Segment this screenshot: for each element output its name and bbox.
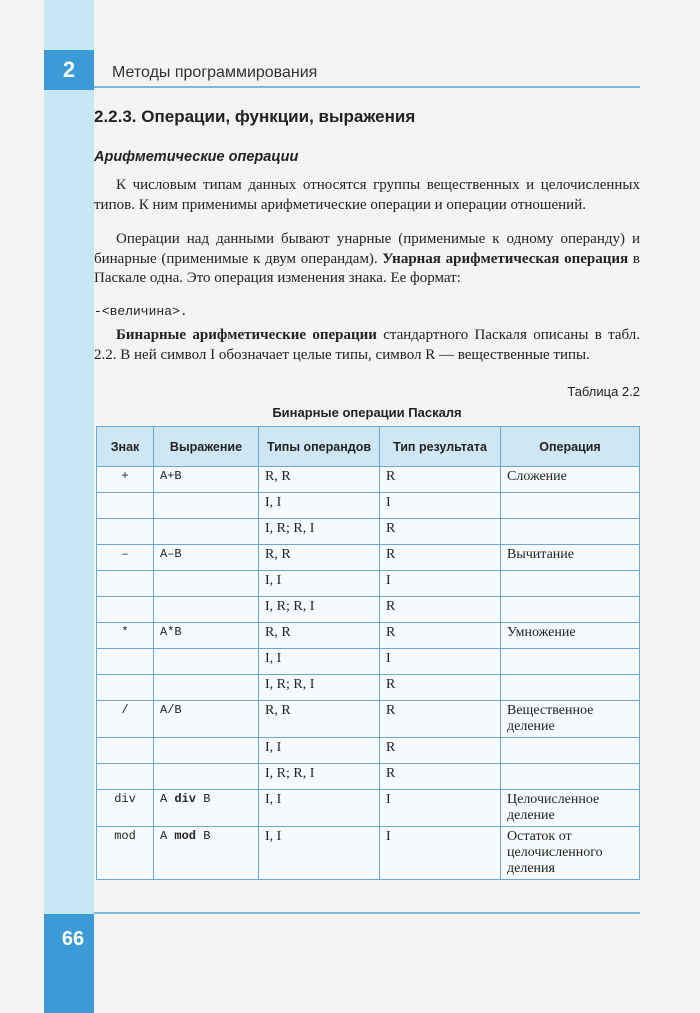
subsection-title: Арифметические операции [94, 149, 299, 165]
cell-operand-types: I, I [259, 790, 380, 827]
cell-expression [154, 738, 259, 764]
cell-znak: div [97, 790, 154, 827]
cell-znak: + [97, 467, 154, 493]
cell-operand-types: I, I [259, 827, 380, 880]
cell-result-type: I [380, 571, 501, 597]
table-row [97, 764, 640, 790]
cell-expression [154, 764, 259, 790]
paragraph-2 [94, 230, 640, 289]
cell-operand-types: I, R; R, I [259, 597, 380, 623]
expr-operand-b: B [196, 829, 211, 843]
cell-operand-types: R, R [259, 701, 380, 738]
cell-operation: Сложение [501, 467, 640, 493]
cell-operand-types: I, I [259, 571, 380, 597]
cell-result-type: I [380, 649, 501, 675]
cell-operand-types: R, R [259, 545, 380, 571]
cell-operation: Вычитание [501, 545, 640, 571]
cell-operand-types: R, R [259, 623, 380, 649]
cell-expression: A+B [154, 467, 259, 493]
cell-result-type: R [380, 519, 501, 545]
cell-expression [154, 519, 259, 545]
cell-operation [501, 738, 640, 764]
cell-expression [154, 790, 259, 827]
cell-znak [97, 493, 154, 519]
paragraph-2-term: Унарная арифметическая операция [382, 250, 629, 267]
expr-keyword: div [174, 792, 197, 806]
header-operation: Операция [501, 427, 640, 467]
cell-expression [154, 571, 259, 597]
table-header-row [97, 427, 640, 467]
cell-result-type: I [380, 827, 501, 880]
cell-result-type: R [380, 597, 501, 623]
paragraph-1 [94, 176, 640, 215]
cell-result-type: R [380, 764, 501, 790]
cell-operation [501, 493, 640, 519]
cell-operand-types: R, R [259, 467, 380, 493]
cell-result-type: R [380, 467, 501, 493]
cell-operand-types: I, R; R, I [259, 764, 380, 790]
paragraph-2-text-b: в Паскале одна. Это операция изменения знака. Ее формат: [94, 250, 640, 286]
table-row [97, 827, 640, 880]
cell-result-type: R [380, 738, 501, 764]
table-row [97, 545, 640, 571]
table-row [97, 519, 640, 545]
cell-operand-types: I, I [259, 649, 380, 675]
cell-znak [97, 571, 154, 597]
paragraph-2-text-a: Операции над данными бывают унарные (применимые к одному операнду) и бинарные (применимые к двум операндам). [94, 231, 640, 267]
table-row [97, 571, 640, 597]
cell-result-type: I [380, 493, 501, 519]
cell-znak [97, 597, 154, 623]
header-divider [94, 86, 640, 88]
table-number: Таблица 2.2 [567, 384, 640, 399]
cell-operand-types: I, I [259, 493, 380, 519]
cell-znak: – [97, 545, 154, 571]
expr-operand-a: A [160, 792, 175, 806]
header-znak: Знак [97, 427, 154, 467]
cell-operand-types: I, I [259, 738, 380, 764]
cell-expression [154, 827, 259, 880]
cell-znak [97, 519, 154, 545]
expr-operand-a: A [160, 829, 175, 843]
running-header-title: Методы программирования [112, 64, 318, 81]
cell-operation [501, 675, 640, 701]
paragraph-3-text: стандартного Паскаля описаны в табл. 2.2. В ней символ I обозначает целые типы, символ R — вещественные типы. [94, 327, 640, 363]
cell-expression: A–B [154, 545, 259, 571]
cell-znak: / [97, 701, 154, 738]
binary-operations-table [96, 426, 640, 880]
table-row [97, 675, 640, 701]
expr-keyword: mod [174, 829, 197, 843]
cell-operation [501, 764, 640, 790]
cell-operand-types: I, R; R, I [259, 675, 380, 701]
table-row [97, 597, 640, 623]
cell-expression [154, 649, 259, 675]
cell-operation: Умножение [501, 623, 640, 649]
table-row [97, 623, 640, 649]
cell-expression [154, 597, 259, 623]
cell-result-type: R [380, 701, 501, 738]
expr-operand-b: B [196, 792, 211, 806]
cell-znak: mod [97, 827, 154, 880]
cell-result-type: R [380, 675, 501, 701]
margin-strip [44, 0, 94, 1013]
cell-expression: A/B [154, 701, 259, 738]
cell-result-type: R [380, 545, 501, 571]
cell-znak [97, 764, 154, 790]
cell-result-type: R [380, 623, 501, 649]
cell-operation: Вещественное деление [501, 701, 640, 738]
cell-result-type: I [380, 790, 501, 827]
cell-expression [154, 675, 259, 701]
chapter-number-tab: 2 [44, 50, 94, 90]
table-row [97, 493, 640, 519]
section-title: 2.2.3. Операции, функции, выражения [94, 107, 416, 126]
cell-expression: A*B [154, 623, 259, 649]
header-expression: Выражение [154, 427, 259, 467]
table-title: Бинарные операции Паскаля [272, 405, 462, 420]
footer-divider [94, 912, 640, 914]
table-row [97, 701, 640, 738]
paragraph-1-text: К числовым типам данных относятся группы вещественных и целочисленных типов. К ним применимы арифметические операции и операции отношений. [94, 177, 640, 213]
cell-znak [97, 675, 154, 701]
table-row [97, 467, 640, 493]
cell-operation [501, 519, 640, 545]
cell-operation [501, 597, 640, 623]
header-result-type: Тип результата [380, 427, 501, 467]
paragraph-3-term: Бинарные арифметические операции [116, 327, 377, 343]
page-number: 66 [61, 928, 85, 950]
cell-operation [501, 649, 640, 675]
unary-format: -<величина>. [94, 304, 188, 319]
cell-operation [501, 571, 640, 597]
cell-operand-types: I, R; R, I [259, 519, 380, 545]
header-operand-types: Типы операндов [259, 427, 380, 467]
table-row [97, 790, 640, 827]
cell-operation: Остаток от целочисленного деления [501, 827, 640, 880]
table-row [97, 649, 640, 675]
paragraph-3 [94, 326, 640, 365]
cell-operation: Целочисленное деление [501, 790, 640, 827]
cell-znak [97, 738, 154, 764]
cell-znak: * [97, 623, 154, 649]
table-row [97, 738, 640, 764]
cell-znak [97, 649, 154, 675]
cell-expression [154, 493, 259, 519]
